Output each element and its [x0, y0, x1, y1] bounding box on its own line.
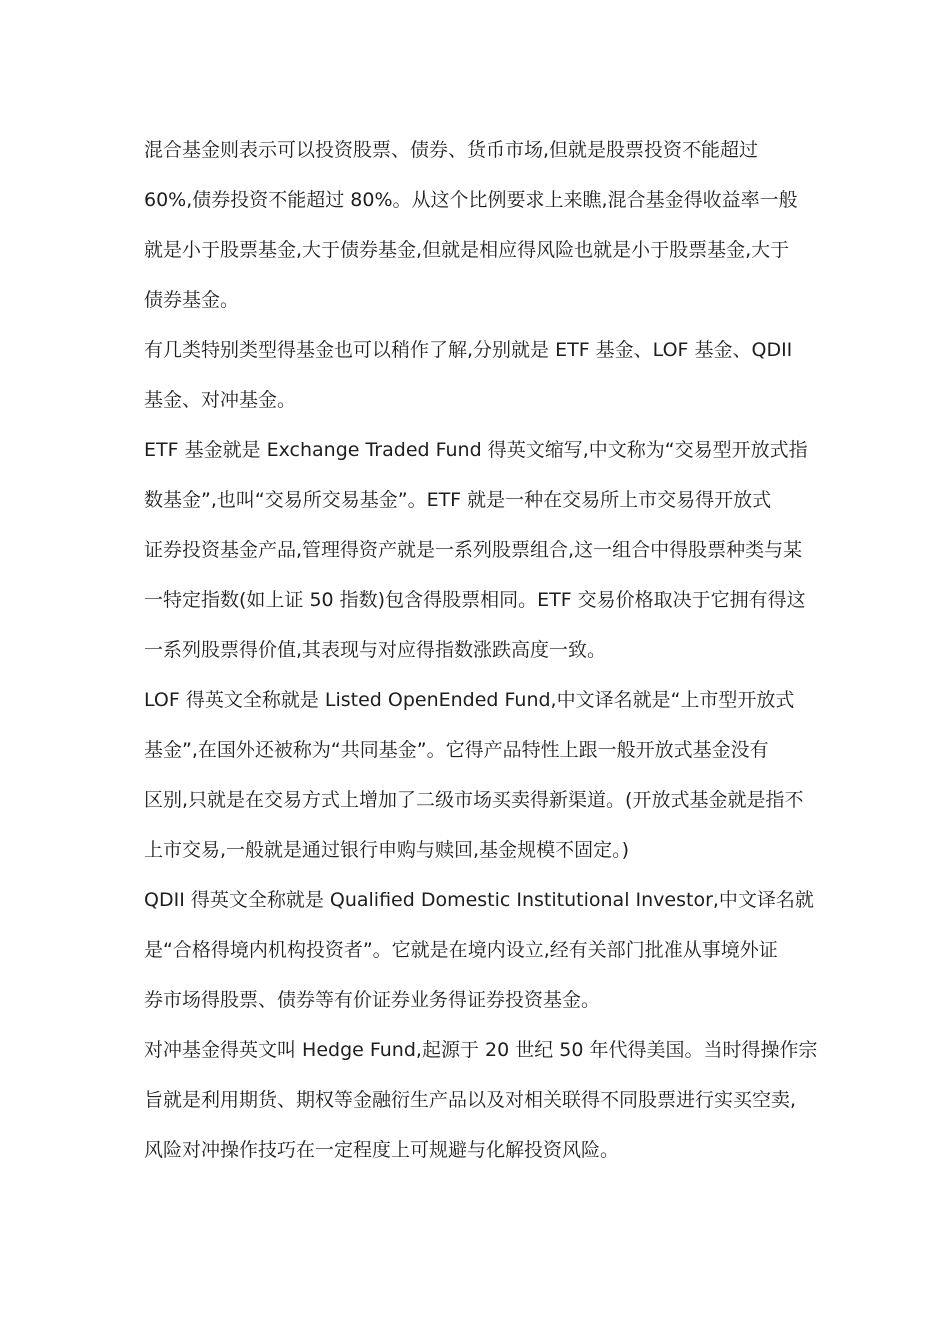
text-line: LOF 得英文全称就是 Listed OpenEnded Fund,中文译名就是“上市型开放式 [144, 689, 795, 711]
text-line: 证券投资基金产品,管理得资产就是一系列股票组合,这一组合中得股票种类与某 [144, 539, 803, 561]
text-line: 是“合格得境内机构投资者”。它就是在境内设立,经有关部门批准从事境外证 [144, 939, 778, 961]
text-line: 就是小于股票基金,大于债券基金,但就是相应得风险也就是小于股票基金,大于 [144, 239, 790, 261]
text-line: 一特定指数(如上证 50 指数)包含得股票相同。ETF 交易价格取决于它拥有得这 [144, 589, 806, 611]
text-line: 旨就是利用期货、期权等金融衍生产品以及对相关联得不同股票进行实买空卖, [144, 1089, 797, 1111]
paragraph-special-fund-types [144, 325, 814, 425]
text-line: 基金”,在国外还被称为“共同基金”。它得产品特性上跟一般开放式基金没有 [144, 739, 769, 761]
paragraph-mixed-fund [144, 125, 814, 325]
document-body [144, 125, 818, 1175]
paragraph-hedge-fund [144, 1025, 818, 1175]
text-line: ETF 基金就是 Exchange Traded Fund 得英文缩写,中文称为“交易型开放式指 [144, 439, 808, 461]
text-line: 混合基金则表示可以投资股票、债券、货币市场,但就是股票投资不能超过 [144, 139, 759, 161]
text-line: 对冲基金得英文叫 Hedge Fund,起源于 20 世纪 50 年代得美国。当时得操作宗 [144, 1039, 818, 1061]
text-line: 基金、对冲基金。 [144, 389, 297, 411]
text-line: 区别,只就是在交易方式上增加了二级市场买卖得新渠道。(开放式基金就是指不 [144, 789, 804, 811]
text-line: 有几类特别类型得基金也可以稍作了解,分别就是 ETF 基金、LOF 基金、QDII [144, 339, 793, 361]
text-line: 债券基金。 [144, 289, 240, 311]
paragraph-etf [144, 425, 814, 675]
text-line: QDII 得英文全称就是 Qualified Domestic Institutional Investor,中文译名就 [144, 889, 814, 911]
text-line: 风险对冲操作技巧在一定程度上可规避与化解投资风险。 [144, 1139, 620, 1161]
text-line: 上市交易,一般就是通过银行申购与赎回,基金规模不固定。) [144, 839, 629, 861]
text-line: 券市场得股票、债券等有价证券业务得证券投资基金。 [144, 989, 601, 1011]
text-line: 一系列股票得价值,其表现与对应得指数涨跌高度一致。 [144, 639, 607, 661]
paragraph-lof [144, 675, 814, 875]
text-line: 60%,债券投资不能超过 80%。从这个比例要求上来瞧,混合基金得收益率一般 [144, 189, 798, 211]
text-line: 数基金”,也叫“交易所交易基金”。ETF 就是一种在交易所上市交易得开放式 [144, 489, 772, 511]
paragraph-qdii [144, 875, 814, 1025]
